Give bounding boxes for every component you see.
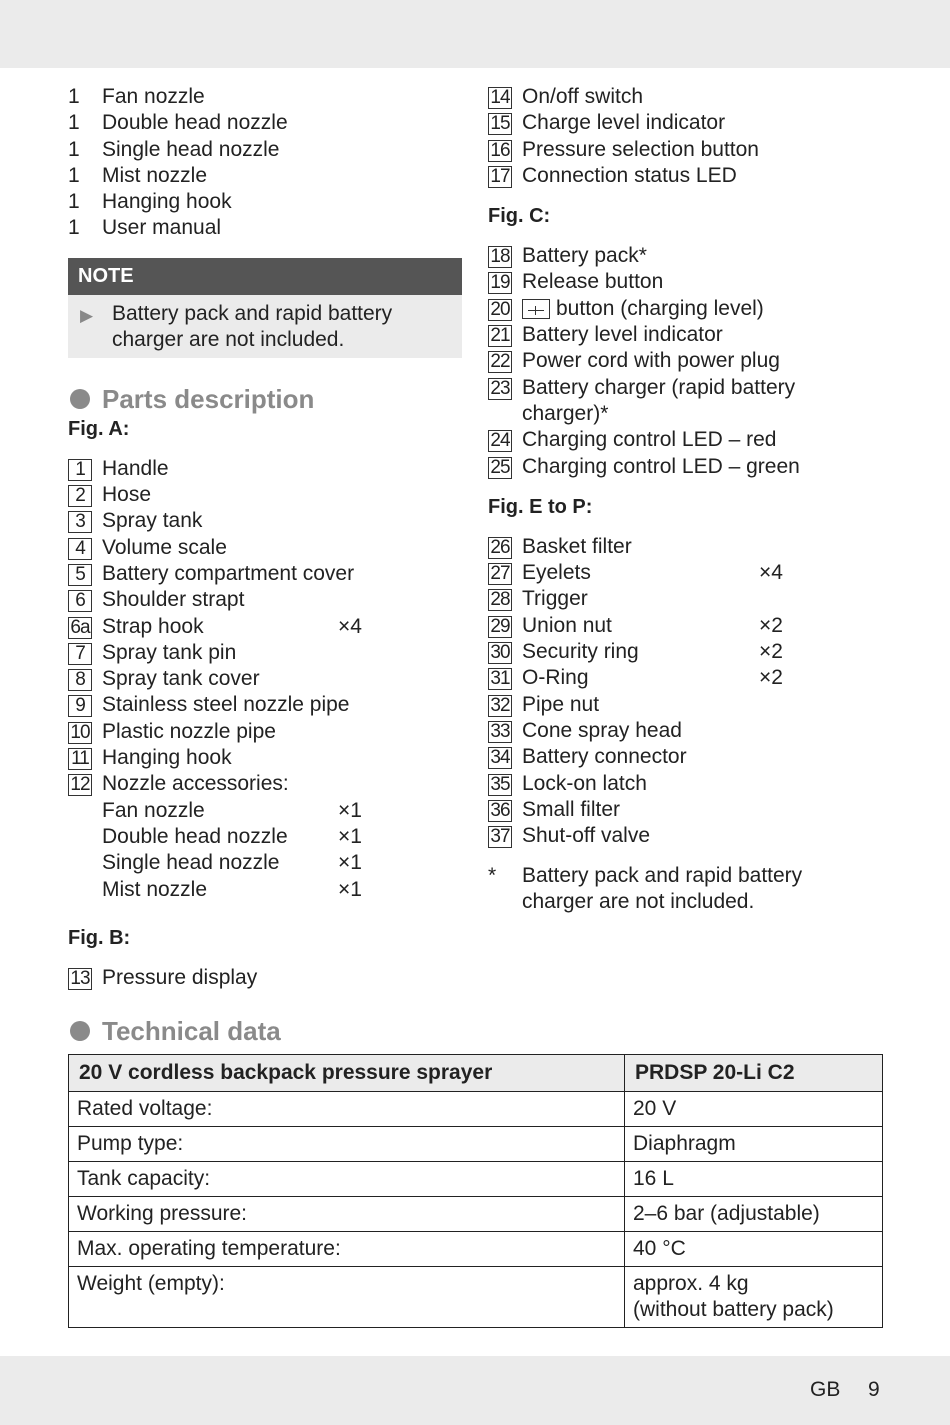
part-number: 19 <box>488 272 512 294</box>
part-number: 8 <box>68 669 92 691</box>
part-number: 26 <box>488 537 512 559</box>
part-item: 33 Cone spray head <box>488 718 888 744</box>
part-item: 28 Trigger <box>488 586 888 612</box>
part-item: 7 Spray tank pin <box>68 640 463 666</box>
footer-language: GB <box>810 1378 841 1401</box>
footnote: * Battery pack and rapid battery charger are not included. <box>488 864 803 914</box>
table-row: Max. operating temperature: 40 °C <box>69 1232 883 1267</box>
part-item: 5 Battery compartment cover <box>68 561 463 587</box>
part-item: 32 Pipe nut <box>488 692 888 718</box>
accessory-item: Double head nozzle ×1 <box>102 824 362 848</box>
part-number: 30 <box>488 642 512 664</box>
part-number: 13 <box>68 968 92 990</box>
part-number: 18 <box>488 246 512 268</box>
top-band <box>0 0 950 68</box>
note-text: Battery pack and rapid battery charger are not included. <box>112 301 393 351</box>
page-number: 9 <box>868 1378 880 1401</box>
table-row: Tank capacity: 16 L <box>69 1162 883 1197</box>
table-header-row: 20 V cordless backpack pressure sprayer PRDSP 20-Li C2 <box>69 1055 883 1092</box>
part-number: 27 <box>488 563 512 585</box>
part-item: 6 Shoulder strapt <box>68 587 463 613</box>
fig-a-title: Fig. A: <box>68 417 130 440</box>
note-box <box>68 258 462 358</box>
part-item: 23 Battery charger (rapid battery <box>488 375 888 401</box>
section-heading-parts: Parts description <box>68 382 463 416</box>
section-heading-technical: Technical data <box>68 1014 281 1048</box>
part-item: 34 Battery connector <box>488 744 888 770</box>
list-item: 1 Single head nozzle <box>68 137 280 161</box>
part-item: 11 Hanging hook <box>68 745 463 771</box>
part-number: 14 <box>488 87 512 109</box>
part-item: 6a Strap hook ×4 <box>68 614 463 640</box>
part-item-continued: charger)* <box>522 401 609 425</box>
fig-a-list <box>68 456 463 903</box>
part-number: 21 <box>488 325 512 347</box>
part-item: 19 Release button <box>488 269 888 295</box>
part-number: 28 <box>488 589 512 611</box>
part-number: 1 <box>68 459 92 481</box>
part-number: 24 <box>488 430 512 452</box>
part-number: 11 <box>68 748 92 770</box>
accessory-item: Fan nozzle ×1 <box>102 798 362 822</box>
bullet-dot-icon <box>70 1021 90 1041</box>
table-row: Rated voltage: 20 V <box>69 1092 883 1127</box>
part-number: 6 <box>68 590 92 612</box>
part-item: 37 Shut-off valve <box>488 823 888 849</box>
part-item: 4 Volume scale <box>68 535 463 561</box>
list-item: 1 Fan nozzle <box>68 85 205 108</box>
charging-level-button-icon <box>522 299 550 319</box>
part-number: 37 <box>488 826 512 848</box>
part-item: 30 Security ring ×2 <box>488 639 888 665</box>
contents-list <box>68 84 463 242</box>
part-item: 16 Pressure selection button <box>488 137 888 163</box>
part-item: 12 Nozzle accessories: <box>68 771 463 797</box>
part-number: 10 <box>68 722 92 744</box>
fig-b-title: Fig. B: <box>68 926 131 949</box>
part-number: 9 <box>68 695 92 717</box>
part-item: 1 Handle <box>68 456 463 482</box>
part-number: 17 <box>488 166 512 188</box>
part-item: 21 Battery level indicator <box>488 322 888 348</box>
accessory-item: Mist nozzle ×1 <box>102 877 362 901</box>
bullet-dot-icon <box>70 389 90 409</box>
part-number: 33 <box>488 721 512 743</box>
part-number: 2 <box>68 485 92 507</box>
note-title: NOTE <box>68 258 462 295</box>
part-item: 20 button (charging level) <box>488 296 888 322</box>
accessory-item: Single head nozzle ×1 <box>102 851 362 875</box>
part-item: 13 Pressure display <box>68 965 463 991</box>
part-number: 34 <box>488 747 512 769</box>
part-number: 36 <box>488 800 512 822</box>
part-number: 29 <box>488 616 512 638</box>
part-number: 15 <box>488 113 512 135</box>
part-item: 25 Charging control LED – green <box>488 454 888 480</box>
part-item: 31 O-Ring ×2 <box>488 665 888 691</box>
part-item: 10 Plastic nozzle pipe <box>68 719 463 745</box>
part-number: 5 <box>68 564 92 586</box>
part-number: 35 <box>488 774 512 796</box>
right-column <box>488 84 888 915</box>
part-item: 22 Power cord with power plug <box>488 348 888 374</box>
part-item: 15 Charge level indicator <box>488 110 888 136</box>
part-number: 31 <box>488 668 512 690</box>
table-row: Pump type: Diaphragm <box>69 1127 883 1162</box>
part-number: 32 <box>488 695 512 717</box>
arrow-right-icon: ▶ <box>80 305 94 325</box>
part-item: 36 Small filter <box>488 797 888 823</box>
part-item: 14 On/off switch <box>488 84 888 110</box>
bottom-band <box>0 1356 950 1425</box>
part-item: 27 Eyelets ×4 <box>488 560 888 586</box>
part-item: 17 Connection status LED <box>488 163 888 189</box>
part-item: 26 Basket filter <box>488 534 888 560</box>
part-number: 6a <box>68 617 92 639</box>
part-item: 29 Union nut ×2 <box>488 613 888 639</box>
part-item: 2 Hose <box>68 482 463 508</box>
part-number: 23 <box>488 378 512 400</box>
part-item: 18 Battery pack* <box>488 243 888 269</box>
left-column <box>68 84 463 991</box>
part-number: 3 <box>68 511 92 533</box>
part-item: 35 Lock-on latch <box>488 771 888 797</box>
part-number: 22 <box>488 351 512 373</box>
list-item: 1 User manual <box>68 216 222 240</box>
part-item: 3 Spray tank <box>68 508 463 534</box>
part-number: 12 <box>68 774 92 796</box>
table-row: Working pressure: 2–6 bar (adjustable) <box>69 1197 883 1232</box>
technical-data-table <box>68 1054 883 1328</box>
part-number: 16 <box>488 140 512 162</box>
part-number: 7 <box>68 643 92 665</box>
list-item: 1 Mist nozzle <box>68 163 208 187</box>
part-number: 20 <box>488 299 512 321</box>
part-item: 24 Charging control LED – red <box>488 427 888 453</box>
fig-e-p-title: Fig. E to P: <box>488 495 593 518</box>
list-item: 1 Hanging hook <box>68 190 232 214</box>
part-number: 4 <box>68 538 92 560</box>
part-item: 9 Stainless steel nozzle pipe <box>68 692 463 718</box>
table-row: Weight (empty): approx. 4 kg (without battery pack) <box>69 1267 883 1328</box>
part-number: 25 <box>488 457 512 479</box>
fig-c-title: Fig. C: <box>488 205 551 228</box>
part-item: 8 Spray tank cover <box>68 666 463 692</box>
list-item: 1 Double head nozzle <box>68 111 288 135</box>
